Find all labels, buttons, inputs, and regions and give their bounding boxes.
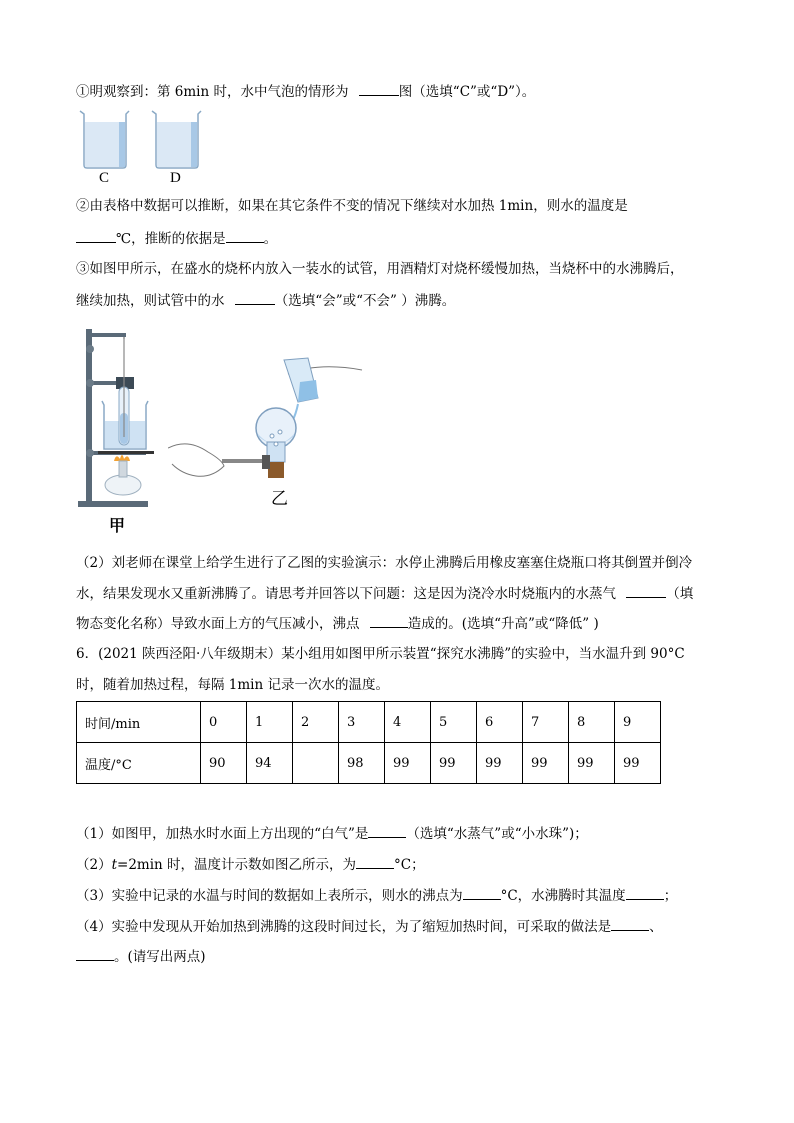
- table-row-temp: [77, 743, 661, 784]
- table-cell: 99: [477, 743, 523, 784]
- table-cell: 5: [431, 702, 477, 743]
- table-cell: 99: [431, 743, 477, 784]
- label-d: D: [170, 170, 181, 186]
- apparatus-jia-figure: [76, 325, 176, 510]
- answer-blank: [359, 81, 399, 96]
- beakers-figure: [78, 108, 208, 170]
- answer-blank: [626, 583, 666, 598]
- table-cell: 94: [247, 743, 293, 784]
- table-header-time: 时间/min: [77, 702, 201, 743]
- subquestion-1: （1）如图甲，加热水时水面上方出现的“白气”是 （选填“水蒸气”或“小水珠”)；: [76, 823, 588, 844]
- table-cell: 99: [385, 743, 431, 784]
- table-cell: 4: [385, 702, 431, 743]
- table-cell: 0: [201, 702, 247, 743]
- table-cell: 99: [615, 743, 661, 784]
- subquestion-4-line2: 。(请写出两点): [76, 946, 206, 967]
- table-cell: 90: [201, 743, 247, 784]
- table-cell: 2: [293, 702, 339, 743]
- label-jia: 甲: [109, 516, 126, 535]
- question-6-line2: 时，随着加热过程，每隔 1min 记录一次水的温度。: [76, 677, 389, 693]
- answer-blank: [370, 613, 408, 628]
- table-cell: 1: [247, 702, 293, 743]
- table-cell: 98: [339, 743, 385, 784]
- answer-blank: [226, 228, 264, 243]
- question-infer-line1: ②由表格中数据可以推断，如果在其它条件不变的情况下继续对水加热 1min，则水的温度是: [76, 198, 628, 214]
- table-cell: 9: [615, 702, 661, 743]
- beaker-d: [152, 111, 201, 168]
- question-2-line1: （2）刘老师在课堂上给学生进行了乙图的实验演示：水停止沸腾后用橡皮塞塞住烧瓶口将其倒置并倒冷: [76, 555, 693, 571]
- label-c: C: [99, 170, 110, 186]
- answer-blank: [76, 946, 114, 961]
- table-cell: 8: [569, 702, 615, 743]
- question-tube-line1: ③如图甲所示，在盛水的烧杯内放入一装水的试管，用酒精灯对烧杯缓慢加热，当烧杯中的水沸腾后，: [76, 261, 684, 277]
- answer-blank: [626, 885, 664, 900]
- temperature-table: [76, 701, 661, 784]
- table-row-time: [77, 702, 661, 743]
- question-6-line1: 6．(2021 陕西泾阳·八年级期末）某小组用如图甲所示装置“探究水沸腾”的实验中，当水温升到 90°C: [76, 646, 685, 662]
- table-cell: [293, 743, 339, 784]
- question-tube-line2: 继续加热，则试管中的水 （选填“会”或“不会” ）沸腾。: [76, 290, 455, 311]
- table-header-temp: 温度/°C: [77, 743, 201, 784]
- answer-blank: [235, 290, 275, 305]
- question-infer-line2: ℃，推断的依据是 。: [76, 228, 277, 249]
- question-2-line3: 物态变化名称）导致水面上方的气压减小，沸点 造成的。(选填“升高”或“降低” ): [76, 613, 599, 634]
- answer-blank: [356, 854, 394, 869]
- label-yi: 乙: [271, 489, 288, 509]
- answer-blank: [368, 823, 406, 838]
- answer-blank: [76, 228, 116, 243]
- subquestion-3: （3）实验中记录的水温与时间的数据如上表所示，则水的沸点为 °C，水沸腾时其温度 ；: [76, 885, 677, 906]
- question-observe: ①明观察到：第 6min 时，水中气泡的情形为 图（选填“C”或“D”）。: [76, 81, 535, 102]
- subquestion-2: （2）t=2min 时，温度计示数如图乙所示，为 °C；: [76, 854, 425, 875]
- answer-blank: [611, 916, 649, 931]
- question-2-line2: 水，结果发现水又重新沸腾了。请思考并回答以下问题：这是因为浇冷水时烧瓶内的水蒸气 （填: [76, 583, 693, 604]
- table-cell: 6: [477, 702, 523, 743]
- table-cell: 99: [523, 743, 569, 784]
- table-cell: 99: [569, 743, 615, 784]
- beaker-c: [80, 111, 129, 168]
- answer-blank: [463, 885, 501, 900]
- table-cell: 7: [523, 702, 569, 743]
- table-cell: 3: [339, 702, 385, 743]
- apparatus-yi-figure: [168, 356, 368, 496]
- subquestion-4-line1: （4）实验中发现从开始加热到沸腾的这段时间过长，为了缩短加热时间，可采取的做法是 、: [76, 916, 663, 937]
